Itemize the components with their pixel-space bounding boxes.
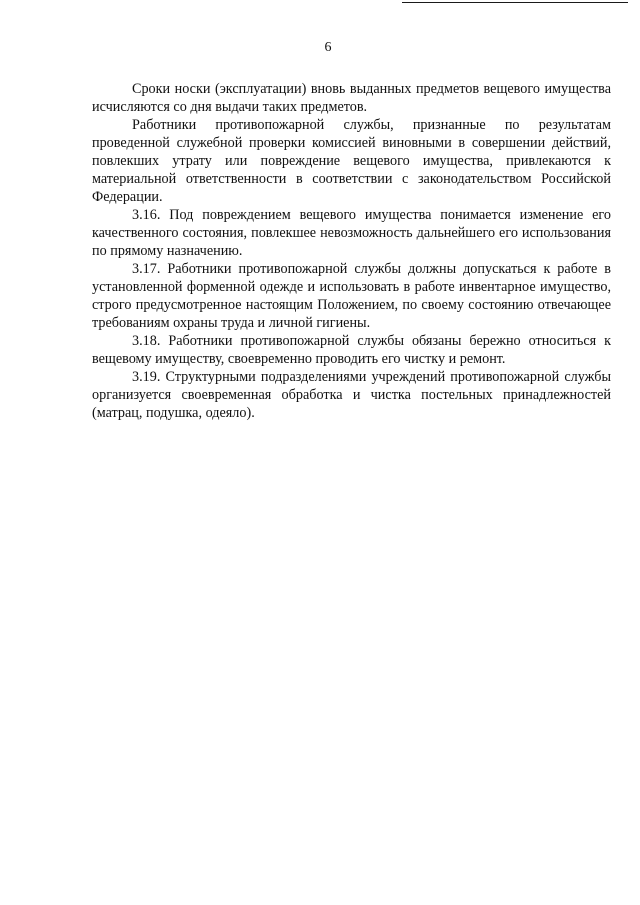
paragraph-3-16: 3.16. Под повреждением вещевого имущества понимается изменение его качественного состояния, повлекшее невозможность дальнейшего его использования по прямому назначению.	[92, 207, 611, 259]
document-body	[92, 80, 611, 422]
header-rule	[402, 2, 628, 3]
paragraph-3-19: 3.19. Структурными подразделениями учреждений противопожарной службы организуется своевременная обработка и чистка постельных принадлежностей (матрац, подушка, одеяло).	[92, 369, 611, 421]
paragraph-liability: Работники противопожарной службы, признанные по результатам проведенной служебной проверки комиссией виновными в совершении действий, повлекших утрату или повреждение вещевого имущества, привлекаются к материальной ответственности в соответствии с законодательством Российской Федерации.	[92, 117, 611, 205]
page-number: 6	[324, 40, 332, 55]
paragraph-wear-periods: Сроки носки (эксплуатации) вновь выданных предметов вещевого имущества исчисляются со дня выдачи таких предметов.	[92, 81, 611, 115]
paragraph-3-17: 3.17. Работники противопожарной службы должны допускаться к работе в установленной форменной одежде и использовать в работе инвентарное имущество, строго предусмотренное настоящим Положением, по своему состоянию отвечающее требованиям охраны труда и личной гигиены.	[92, 261, 611, 331]
paragraph-3-18: 3.18. Работники противопожарной службы обязаны бережно относиться к вещевому имуществу, своевременно проводить его чистку и ремонт.	[92, 333, 611, 367]
